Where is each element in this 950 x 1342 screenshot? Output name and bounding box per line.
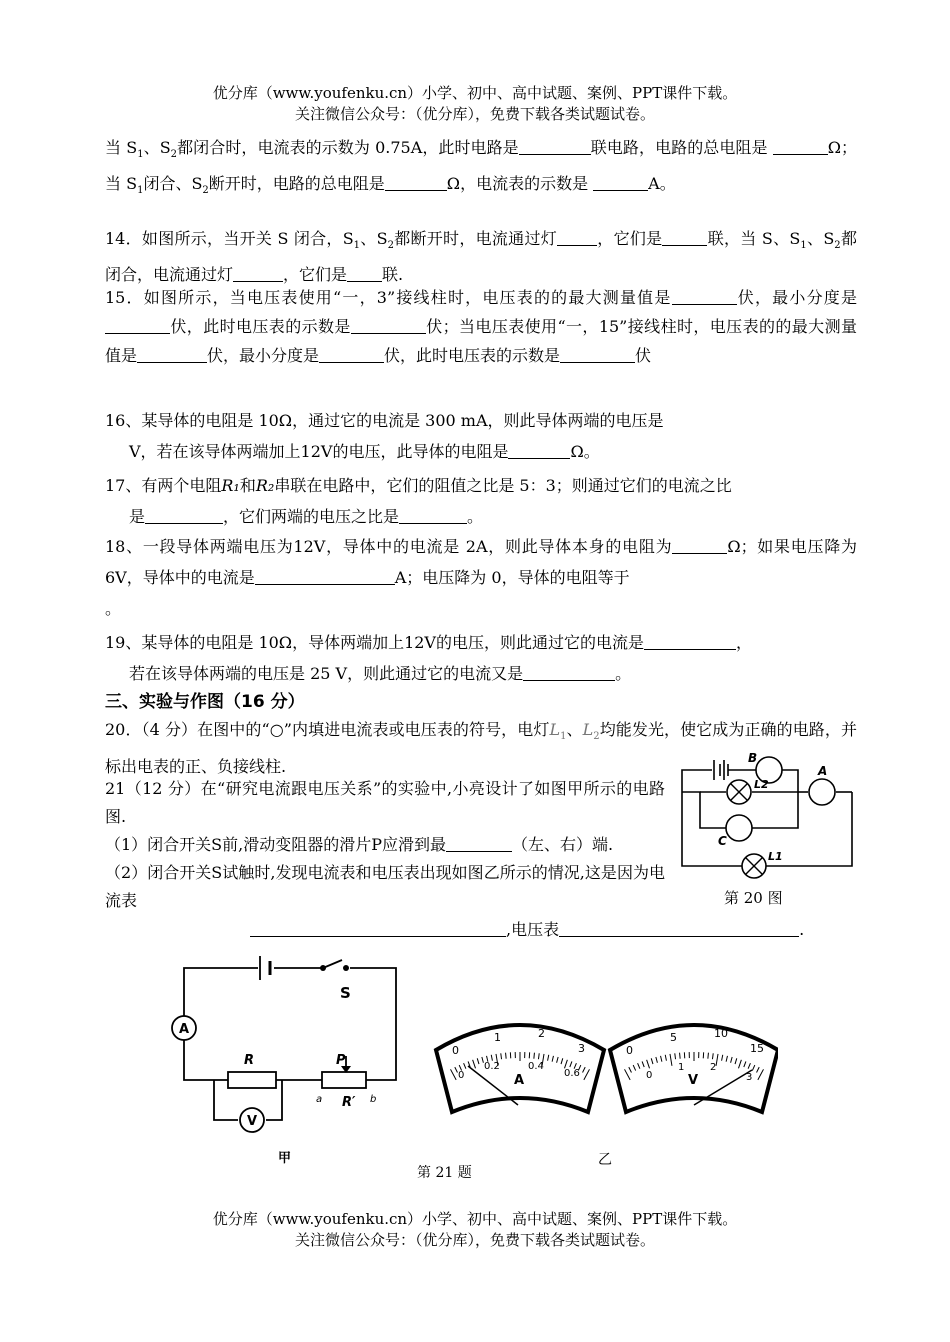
question-13: 当 $S_1$、$S_2$都闭合时，电流表的示数为 0.75A，此时电路是 联电路，电路的总电阻是 Ω；当 $S_1$闭合、$S_2$断开时，电路的总电阻是 Ω，电流表的示数是 A。 — [105, 138, 857, 197]
svg-text:b: b — [370, 1094, 377, 1105]
blank[interactable] — [145, 507, 223, 524]
svg-text:R: R — [244, 1053, 255, 1068]
blank[interactable] — [137, 346, 207, 363]
svg-text:2: 2 — [710, 1062, 717, 1073]
svg-text:0: 0 — [452, 1044, 459, 1057]
dial-tick — [534, 1053, 535, 1059]
meter-c-circle[interactable] — [726, 815, 752, 841]
blank[interactable] — [560, 346, 635, 363]
svg-text:0.2: 0.2 — [484, 1061, 500, 1072]
blank[interactable] — [519, 138, 591, 155]
blank[interactable] — [662, 229, 707, 246]
svg-text:1: 1 — [494, 1031, 501, 1044]
dial-tick — [680, 1053, 681, 1059]
svg-text:2: 2 — [538, 1027, 545, 1040]
footer-line-2: 关注微信公众号：（优分库），免费下载各类试题试卷。 — [294, 1231, 655, 1249]
section-title: 三、实验与作图（16 分） — [105, 692, 305, 712]
blank[interactable] — [508, 442, 570, 459]
svg-text:V: V — [247, 1114, 258, 1129]
svg-text:0: 0 — [626, 1044, 633, 1057]
figure-21-meters — [428, 1010, 778, 1170]
figure-yi-label: 乙 — [598, 1152, 612, 1168]
ammeter-symbol: A — [514, 1073, 525, 1088]
header-line-2: 关注微信公众号：（优分库），免费下载各类试题试卷。 — [294, 105, 655, 123]
blank[interactable] — [523, 664, 615, 681]
header-line-1: 优分库（www.youfenku.cn）小学、初中、高中试题、案例、PPT课件下载。 — [212, 84, 738, 102]
switch-label: S — [340, 984, 351, 1002]
blank[interactable] — [773, 138, 828, 155]
blank[interactable] — [557, 229, 597, 246]
blank[interactable] — [446, 835, 512, 852]
blank[interactable] — [105, 317, 170, 334]
svg-text:1: 1 — [678, 1062, 685, 1073]
ammeter-dial — [436, 1025, 604, 1112]
blank[interactable] — [347, 265, 382, 282]
blank[interactable] — [672, 537, 727, 554]
blank[interactable] — [559, 920, 799, 937]
question-14: 14．如图所示，当开关 S 闭合，$S_1$、$S_2$都断开时，电流通过灯 ，它们是 联，当 S、$S_1$、$S_2$都闭合，电流通过灯 ，它们是 联. — [105, 229, 857, 285]
page-header — [0, 83, 950, 125]
blank[interactable] — [399, 507, 467, 524]
svg-text:10: 10 — [714, 1027, 728, 1040]
figure-jia-label: 甲 — [278, 1151, 292, 1166]
rheostat — [322, 1072, 366, 1088]
blank[interactable] — [672, 288, 737, 305]
blank[interactable] — [255, 568, 395, 585]
blank[interactable] — [351, 317, 426, 334]
label-l1: L1 — [768, 850, 783, 863]
blank[interactable] — [233, 265, 283, 282]
svg-text:15: 15 — [750, 1042, 764, 1055]
blank[interactable] — [593, 174, 648, 191]
question-21: 21（12 分）在“研究电流跟电压关系”的实验中,小亮设计了如图甲所示的电路图. （1）闭合开关S前,滑动变阻器的滑片P应滑到最 （左、右）端. （2）闭合开关S试触时,发现电流表和电压表出现如图乙所示的情况,这是因为电流表 — [105, 779, 665, 910]
figure-21-caption: 第 21 题 — [417, 1165, 472, 1181]
label-b: B — [748, 751, 758, 765]
label-c: C — [718, 834, 727, 848]
blank[interactable] — [319, 346, 384, 363]
meter-a-circle[interactable] — [809, 779, 835, 805]
question-18: 18、一段导体两端电压为12V，导体中的电流是 2A，则此导体本身的电阻为 Ω；如果电压降为6V，导体中的电流是 A；电压降为 0，导体的电阻等于 。 — [105, 537, 857, 618]
footer-line-1: 优分库（www.youfenku.cn）小学、初中、高中试题、案例、PPT课件下载。 — [212, 1210, 738, 1228]
figure-20-caption: 第 20 图 — [724, 889, 783, 907]
dial-tick — [506, 1053, 507, 1059]
svg-text:0.6: 0.6 — [564, 1068, 580, 1079]
dial-tick — [708, 1053, 709, 1059]
label-l2: L2 — [754, 778, 769, 791]
figure-21-circuit — [170, 948, 410, 1170]
blank[interactable] — [385, 174, 447, 191]
svg-text:0: 0 — [646, 1070, 653, 1081]
svg-text:3: 3 — [746, 1072, 753, 1083]
svg-text:0: 0 — [458, 1070, 465, 1081]
resistor-r — [228, 1072, 276, 1088]
svg-text:3: 3 — [578, 1042, 585, 1055]
svg-text:R′: R′ — [342, 1095, 356, 1110]
label-a: A — [818, 764, 828, 778]
svg-text:A: A — [179, 1022, 190, 1037]
question-16: 16、某导体的电阻是 10Ω，通过它的电流是 300 mA，则此导体两端的电压是 V，若在该导体两端加上12V的电压，此导体的电阻是 Ω。 — [105, 411, 664, 461]
svg-text:a: a — [316, 1094, 323, 1105]
figure-20-circuit — [670, 748, 860, 880]
voltmeter-symbol: V — [688, 1073, 699, 1088]
svg-text:0.4: 0.4 — [528, 1061, 544, 1072]
question-21-answers: ,电压表 . — [250, 915, 870, 944]
svg-text:5: 5 — [670, 1031, 677, 1044]
blank[interactable] — [644, 633, 736, 650]
voltmeter-dial — [610, 1025, 778, 1112]
question-20: 20．（4 分）在图中的“○”内填进电流表或电压表的符号，电灯$L_1$、$L_2$均能发光，使它成为正确的电路，并标出电表的正、负接线柱. — [105, 720, 857, 777]
blank[interactable] — [250, 920, 506, 937]
question-17: 17、有两个电阻R₁和R₂串联在电路中，它们的阻值之比是 5：3；则通过它们的电流之比 是 ，它们两端的电压之比是 。 — [105, 476, 732, 526]
page-footer — [0, 1209, 950, 1251]
slider-p-label: P — [336, 1053, 346, 1068]
question-15: 15．如图所示，当电压表使用“一，3”接线柱时，电压表的的最大测量值是 伏，最小分度是伏，此时电压表的示数是 伏；当电压表使用“一，15”接线柱时，电压表的的最大测量值是 伏，最小分度是 伏，此时电压表的示数是 伏 — [105, 288, 857, 365]
question-19: 19、某导体的电阻是 10Ω，导体两端加上12V的电压，则此通过它的电流是 ， 若在该导体两端的电压是 25 V，则此通过它的电流又是 。 — [105, 633, 753, 683]
